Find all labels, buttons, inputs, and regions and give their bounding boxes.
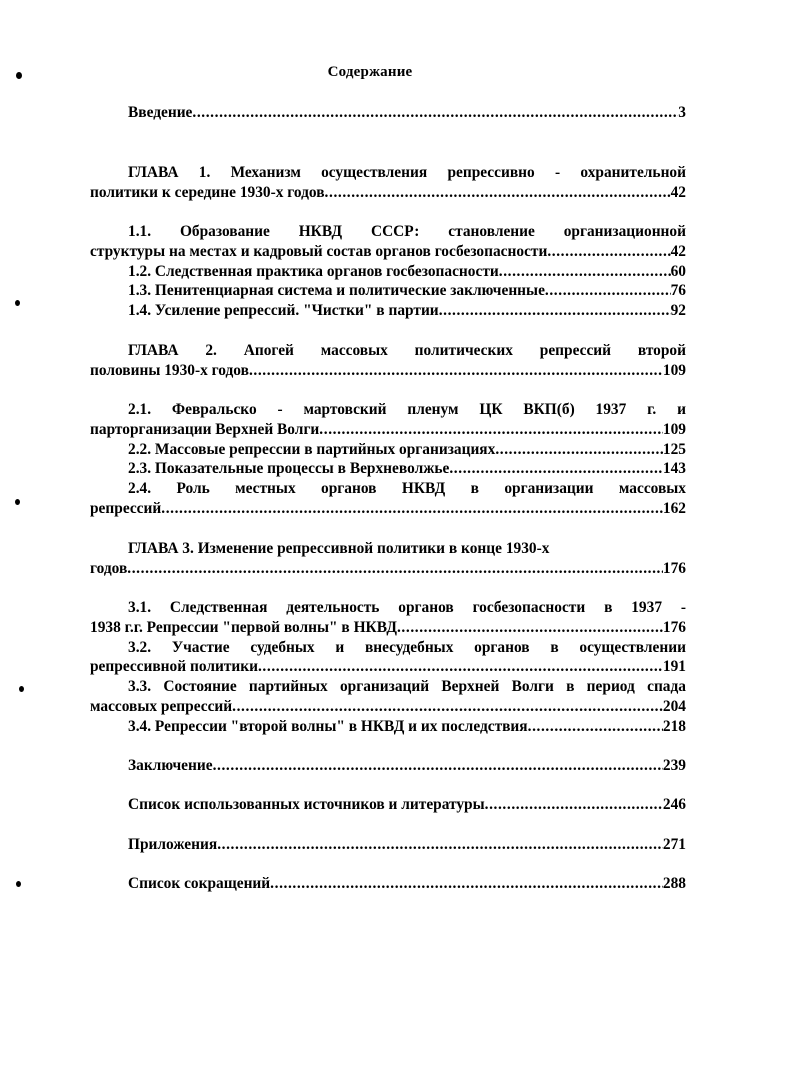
page-number: 176	[662, 559, 686, 577]
toc-entry-conclusion	[90, 756, 686, 776]
toc-sections-chapter-3	[90, 598, 686, 737]
section-label: 2.3. Показательные процессы в Верхневолжье	[128, 460, 450, 478]
page-number: 162	[662, 499, 686, 517]
page-number: 109	[662, 420, 686, 438]
section-label: 1.4. Усиление репрессий. "Чистки" в партии	[128, 302, 439, 320]
page-number: 60	[670, 262, 686, 280]
page-number: 191	[662, 658, 686, 676]
toc-chapter-3	[90, 539, 686, 579]
entry-label: Список сокращений	[128, 875, 271, 892]
dot-leader	[449, 459, 663, 479]
entry-label: Приложения	[128, 836, 218, 853]
page-number: 42	[670, 183, 686, 201]
dot-leader	[232, 697, 663, 717]
dot-leader	[161, 499, 663, 519]
section-label: 2.2. Массовые репрессии в партийных организациях	[128, 440, 496, 458]
page-number: 42	[670, 242, 686, 260]
dot-leader	[485, 795, 663, 815]
page-number: 109	[662, 361, 686, 379]
entry-label: Заключение	[128, 757, 213, 774]
section-line: репрессий	[90, 499, 162, 517]
page-number: 76	[670, 282, 686, 300]
section-line: 3.1. Следственная деятельность органов госбезопасности в 1937 -	[128, 599, 686, 616]
section-line: 1938 г.г. Репрессии "первой волны" в НКВД	[90, 618, 397, 636]
dot-leader	[319, 420, 663, 440]
dot-leader	[249, 361, 663, 381]
toc-chapter-2	[90, 341, 686, 381]
toc-entry-intro	[90, 103, 686, 123]
page-number: 288	[662, 875, 686, 892]
page-number: 92	[670, 302, 686, 320]
entry-label: Список использованных источников и литературы	[128, 796, 485, 813]
dot-leader	[213, 756, 663, 776]
section-line: репрессивной политики	[90, 658, 258, 676]
section-label: 3.4. Репрессии "второй волны" в НКВД и их последствия	[128, 717, 528, 735]
section-line: парторганизации Верхней Волги	[90, 420, 320, 438]
section-line: структуры на местах и кадровый состав органов госбезопасности	[90, 242, 548, 260]
page-number: 218	[662, 717, 686, 735]
dot-leader	[495, 440, 663, 460]
page-number: 204	[662, 697, 686, 715]
binding-hole-mark	[15, 499, 20, 505]
dot-leader	[439, 301, 671, 321]
dot-leader	[528, 717, 663, 737]
toc-entry-appendix	[90, 835, 686, 855]
page-number: 176	[662, 618, 686, 636]
chapter-heading-line: ГЛАВА 2. Апогей массовых политических репрессий второй	[128, 342, 686, 359]
section-label: 1.2. Следственная практика органов госбезопасности	[128, 262, 499, 280]
toc-sections-chapter-2	[90, 400, 686, 519]
dot-leader	[192, 103, 678, 123]
binding-hole-mark	[19, 686, 24, 692]
dot-leader	[270, 874, 663, 894]
section-label: 1.3. Пенитенциарная система и политические заключенные	[128, 282, 545, 300]
chapter-heading-line: половины 1930-х годов	[90, 361, 249, 379]
binding-hole-mark	[16, 881, 21, 887]
dot-leader	[258, 657, 663, 677]
page-number: 3	[678, 104, 686, 121]
chapter-heading-line: годов	[90, 559, 128, 577]
toc-entry-abbreviations	[90, 874, 686, 894]
binding-hole-mark	[15, 300, 20, 306]
section-line: 2.1. Февральско - мартовский пленум ЦК ВКП(б) 1937 г. и	[128, 401, 686, 418]
section-line: 1.1. Образование НКВД СССР: становление организационной	[128, 223, 686, 240]
toc-entry-sources	[90, 795, 686, 815]
page-number: 125	[662, 440, 686, 458]
dot-leader	[127, 559, 663, 579]
dot-leader	[545, 281, 671, 301]
toc-chapter-1	[90, 163, 686, 203]
dot-leader	[397, 618, 663, 638]
page-number: 143	[662, 460, 686, 478]
dot-leader	[325, 183, 671, 203]
dot-leader	[547, 242, 670, 262]
section-line: массовых репрессий	[90, 697, 233, 715]
chapter-heading-line: политики к середине 1930-х годов	[90, 183, 325, 201]
section-line: 2.4. Роль местных органов НКВД в организации массовых	[128, 480, 686, 498]
entry-label: Введение	[128, 104, 193, 121]
chapter-heading-line: ГЛАВА 1. Механизм осуществления репрессивно - охранительной	[128, 164, 686, 181]
section-line: 3.3. Состояние партийных организаций Верхней Волги в период спада	[128, 678, 686, 696]
page-number: 239	[662, 757, 686, 774]
dot-leader	[499, 262, 671, 282]
toc-title: Содержание	[327, 64, 413, 80]
page-number: 246	[662, 796, 686, 813]
dot-leader	[217, 835, 663, 855]
page-number: 271	[662, 836, 686, 853]
toc-sections-chapter-1	[90, 222, 686, 321]
section-line: 3.2. Участие судебных и внесудебных органов в осуществлении	[128, 638, 686, 656]
chapter-heading-line: ГЛАВА 3. Изменение репрессивной политики в конце 1930-х	[128, 540, 550, 557]
